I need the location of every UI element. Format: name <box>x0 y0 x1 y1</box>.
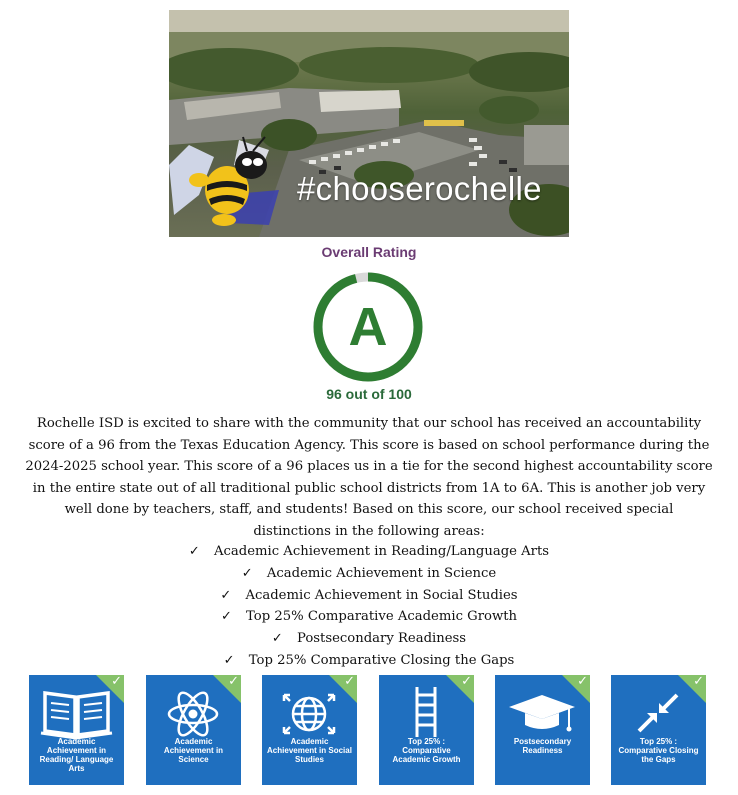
check-icon: ✓ <box>461 675 472 689</box>
check-icon: ✓ <box>228 675 239 689</box>
converging-arrows-icon <box>611 683 706 741</box>
badge-postsecondary <box>495 675 590 785</box>
check-icon: ✓ <box>693 675 704 689</box>
atom-icon <box>146 683 241 741</box>
check-icon: ✓ <box>241 565 253 581</box>
hashtag-overlay: #chooserochelle <box>297 170 542 207</box>
distinction-label: Top 25% Comparative Closing the Gaps <box>248 652 515 668</box>
rating-gauge <box>313 272 423 382</box>
check-icon: ✓ <box>344 675 355 689</box>
badge-closing-gaps <box>611 675 706 785</box>
badge-label: Academic Achievement in Science <box>163 737 224 764</box>
badge-social-studies <box>262 675 357 785</box>
graduation-cap-icon <box>495 683 590 741</box>
distinction-label: Postsecondary Readiness <box>296 631 467 647</box>
check-icon: ✓ <box>271 631 283 647</box>
distinction-item <box>0 585 738 607</box>
distinction-label: Academic Achievement in Social Studies <box>245 587 518 603</box>
announcement-paragraph: Rochelle ISD is excited to share with the community that our school has received an accountability score of a 96 from the Texas Education Agency. This score is based on school performance during the 2024-2025 school year. This score of a 96 places us in a tie for the second highest accountability score in the entire state out of all traditional public school districts from 1A to 6A. This is another job very well done by teachers, staff, and students! Based on this score, our school received special distinctions in the following areas: <box>25 416 713 539</box>
ladder-icon <box>379 683 474 741</box>
distinction-badges <box>29 675 709 785</box>
badge-reading <box>29 675 124 785</box>
distinctions-list <box>0 541 738 672</box>
distinction-item <box>0 541 738 563</box>
overall-rating-title: Overall Rating <box>321 244 417 260</box>
open-book-icon <box>29 683 124 741</box>
distinction-item <box>0 563 738 585</box>
hero-photo <box>169 10 569 237</box>
grade-letter: A <box>348 297 388 357</box>
globe-icon <box>262 683 357 741</box>
distinction-label: Top 25% Comparative Academic Growth <box>246 609 518 625</box>
badge-label: Top 25% : Comparative Academic Growth <box>392 737 461 764</box>
distinction-label: Academic Achievement in Science <box>266 565 497 581</box>
check-icon: ✓ <box>223 652 235 668</box>
score-text: 96 out of 100 <box>326 386 412 402</box>
badge-label: Top 25% : Comparative Closing the Gaps <box>618 737 699 764</box>
check-icon: ✓ <box>220 609 233 625</box>
badge-academic-growth <box>379 675 474 785</box>
badge-label: Postsecondary Readiness <box>513 737 572 755</box>
check-icon: ✓ <box>188 544 200 559</box>
distinction-item <box>0 628 738 650</box>
badge-label: Academic Achievement in Social Studies <box>267 737 352 764</box>
distinction-item <box>0 606 738 628</box>
hornet-mascot-icon <box>169 135 289 235</box>
distinction-item <box>0 650 738 672</box>
check-icon: ✓ <box>577 675 588 689</box>
distinction-label: Academic Achievement in Reading/Language Arts <box>213 544 550 559</box>
check-icon: ✓ <box>111 675 122 689</box>
badge-science <box>146 675 241 785</box>
check-icon: ✓ <box>220 587 232 603</box>
badge-label: Academic Achievement in Reading/ Language Arts <box>39 737 114 773</box>
